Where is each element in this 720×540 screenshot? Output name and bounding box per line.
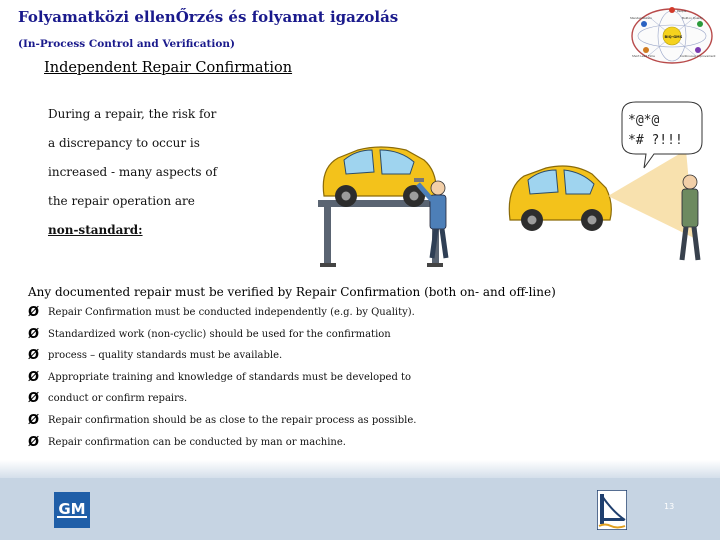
list-item [28, 345, 608, 367]
intro-line: the repair operation are [48, 194, 195, 208]
gm-logo-text: GM [58, 500, 86, 518]
intro-emphasis: non-standard: [48, 223, 143, 237]
biq-gms-logo [628, 4, 716, 68]
headlight-beam [608, 150, 694, 238]
bullet-text: Appropriate training and knowledge of standards must be developed to [48, 371, 412, 383]
repair-illustration [310, 88, 710, 268]
gm-logo [54, 492, 90, 528]
section-heading: Independent Repair Confirmation [44, 60, 293, 76]
logo-label-people: People [677, 9, 687, 13]
list-item [28, 324, 608, 346]
list-item [28, 410, 608, 432]
bridge-logo-icon [597, 490, 627, 530]
list-item [28, 388, 608, 410]
car-with-headlights-image [509, 166, 611, 231]
page-number: 13 [664, 502, 675, 511]
footer-gradient [0, 460, 720, 480]
logo-label-built-in-quality: Built-in Quality [682, 16, 703, 20]
intro-line: a discrepancy to occur is [48, 136, 200, 150]
car-lift [318, 200, 444, 267]
car-on-lift-image [323, 147, 436, 207]
logo-label-center: BIQ-GMS [664, 35, 683, 39]
bullet-text: Repair confirmation should be as close to the repair process as possible. [48, 414, 417, 426]
list-item [28, 432, 608, 454]
bullet-arrow-icon: Ø [28, 434, 40, 450]
logo-label-short-lead-time: Short Lead Time [632, 54, 655, 58]
lead-sentence: Any documented repair must be verified by Repair Confirmation (both on- and off-line) [28, 285, 556, 299]
bullet-text: Repair Confirmation must be conducted independently (e.g. by Quality). [48, 307, 415, 318]
bullet-arrow-icon: Ø [28, 412, 40, 428]
body-text [28, 282, 608, 453]
bubble-line-2: *# ?!!! [628, 133, 683, 148]
bullet-text: Standardized work (non-cyclic) should be used for the confirmation [48, 328, 391, 340]
slide-subtitle: (In-Process Control and Verification) [18, 38, 235, 50]
slide-title: Folyamatközi ellenŐrzés és folyamat igazolás [18, 8, 399, 26]
speech-bubble [622, 102, 702, 168]
list-item [28, 367, 608, 389]
logo-label-standardization: Standardization [630, 16, 653, 20]
bullet-arrow-icon: Ø [28, 326, 40, 342]
bullet-text: Repair confirmation can be conducted by man or machine. [48, 436, 346, 448]
list-item [28, 302, 608, 324]
bubble-line-1: *@*@ [628, 113, 660, 128]
bullet-text: process – quality standards must be available. [48, 350, 283, 362]
bullet-list [28, 302, 608, 453]
intro-line: During a repair, the risk for [48, 107, 217, 121]
intro-text [48, 100, 238, 245]
bullet-arrow-icon: Ø [28, 391, 40, 407]
bullet-arrow-icon: Ø [28, 305, 40, 320]
bullet-arrow-icon: Ø [28, 369, 40, 385]
intro-line: increased - many aspects of [48, 165, 218, 179]
bullet-text: conduct or confirm repairs. [48, 393, 188, 405]
logo-label-continuous-improvement: Continuous Improvement [680, 54, 716, 58]
bullet-arrow-icon: Ø [28, 348, 40, 364]
